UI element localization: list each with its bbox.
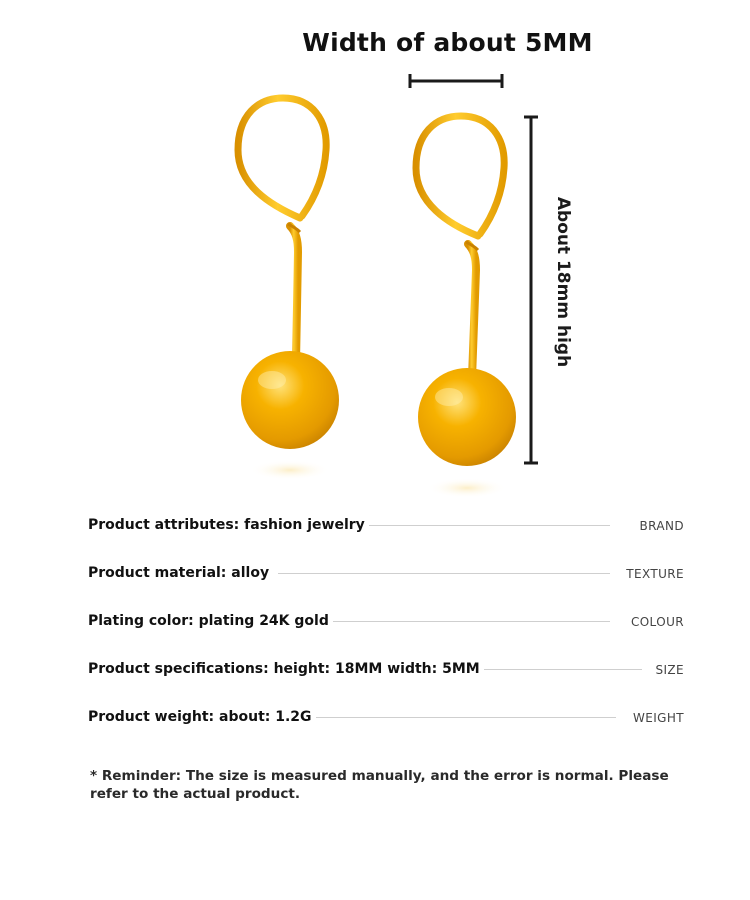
spec-text: Product attributes: fashion jewelry <box>88 515 369 535</box>
spec-divider <box>298 717 616 718</box>
right-earring-icon <box>416 116 516 498</box>
reminder-note: * Reminder: The size is measured manually, and the error is normal. Please refer to the actual product. <box>90 768 669 802</box>
spec-tag: SIZE <box>655 663 684 677</box>
spec-tag: BRAND <box>639 519 684 533</box>
width-dimension-bar <box>410 74 502 88</box>
spec-divider <box>296 621 610 622</box>
spec-row-size <box>88 659 684 681</box>
spec-text: Product material: alloy <box>88 563 273 583</box>
spec-row-colour <box>88 611 684 633</box>
spec-tag: TEXTURE <box>626 567 684 581</box>
spec-row-brand <box>88 515 684 537</box>
spec-text: Plating color: plating 24K gold <box>88 611 333 631</box>
spec-divider <box>466 669 642 670</box>
left-earring-icon <box>238 98 339 480</box>
spec-divider <box>328 525 610 526</box>
spec-divider <box>278 573 610 574</box>
spec-row-weight <box>88 707 684 729</box>
width-dimension-title: Width of about 5MM <box>302 28 593 57</box>
spec-tag: COLOUR <box>630 615 684 629</box>
height-dimension-label: About 18mm high <box>553 196 573 368</box>
height-dimension-bar <box>524 117 538 463</box>
spec-text: Product weight: about: 1.2G <box>88 707 316 727</box>
spec-tag: WEIGHT <box>632 711 684 725</box>
spec-row-texture <box>88 563 684 585</box>
spec-text: Product specifications: height: 18MM width: 5MM <box>88 659 484 679</box>
